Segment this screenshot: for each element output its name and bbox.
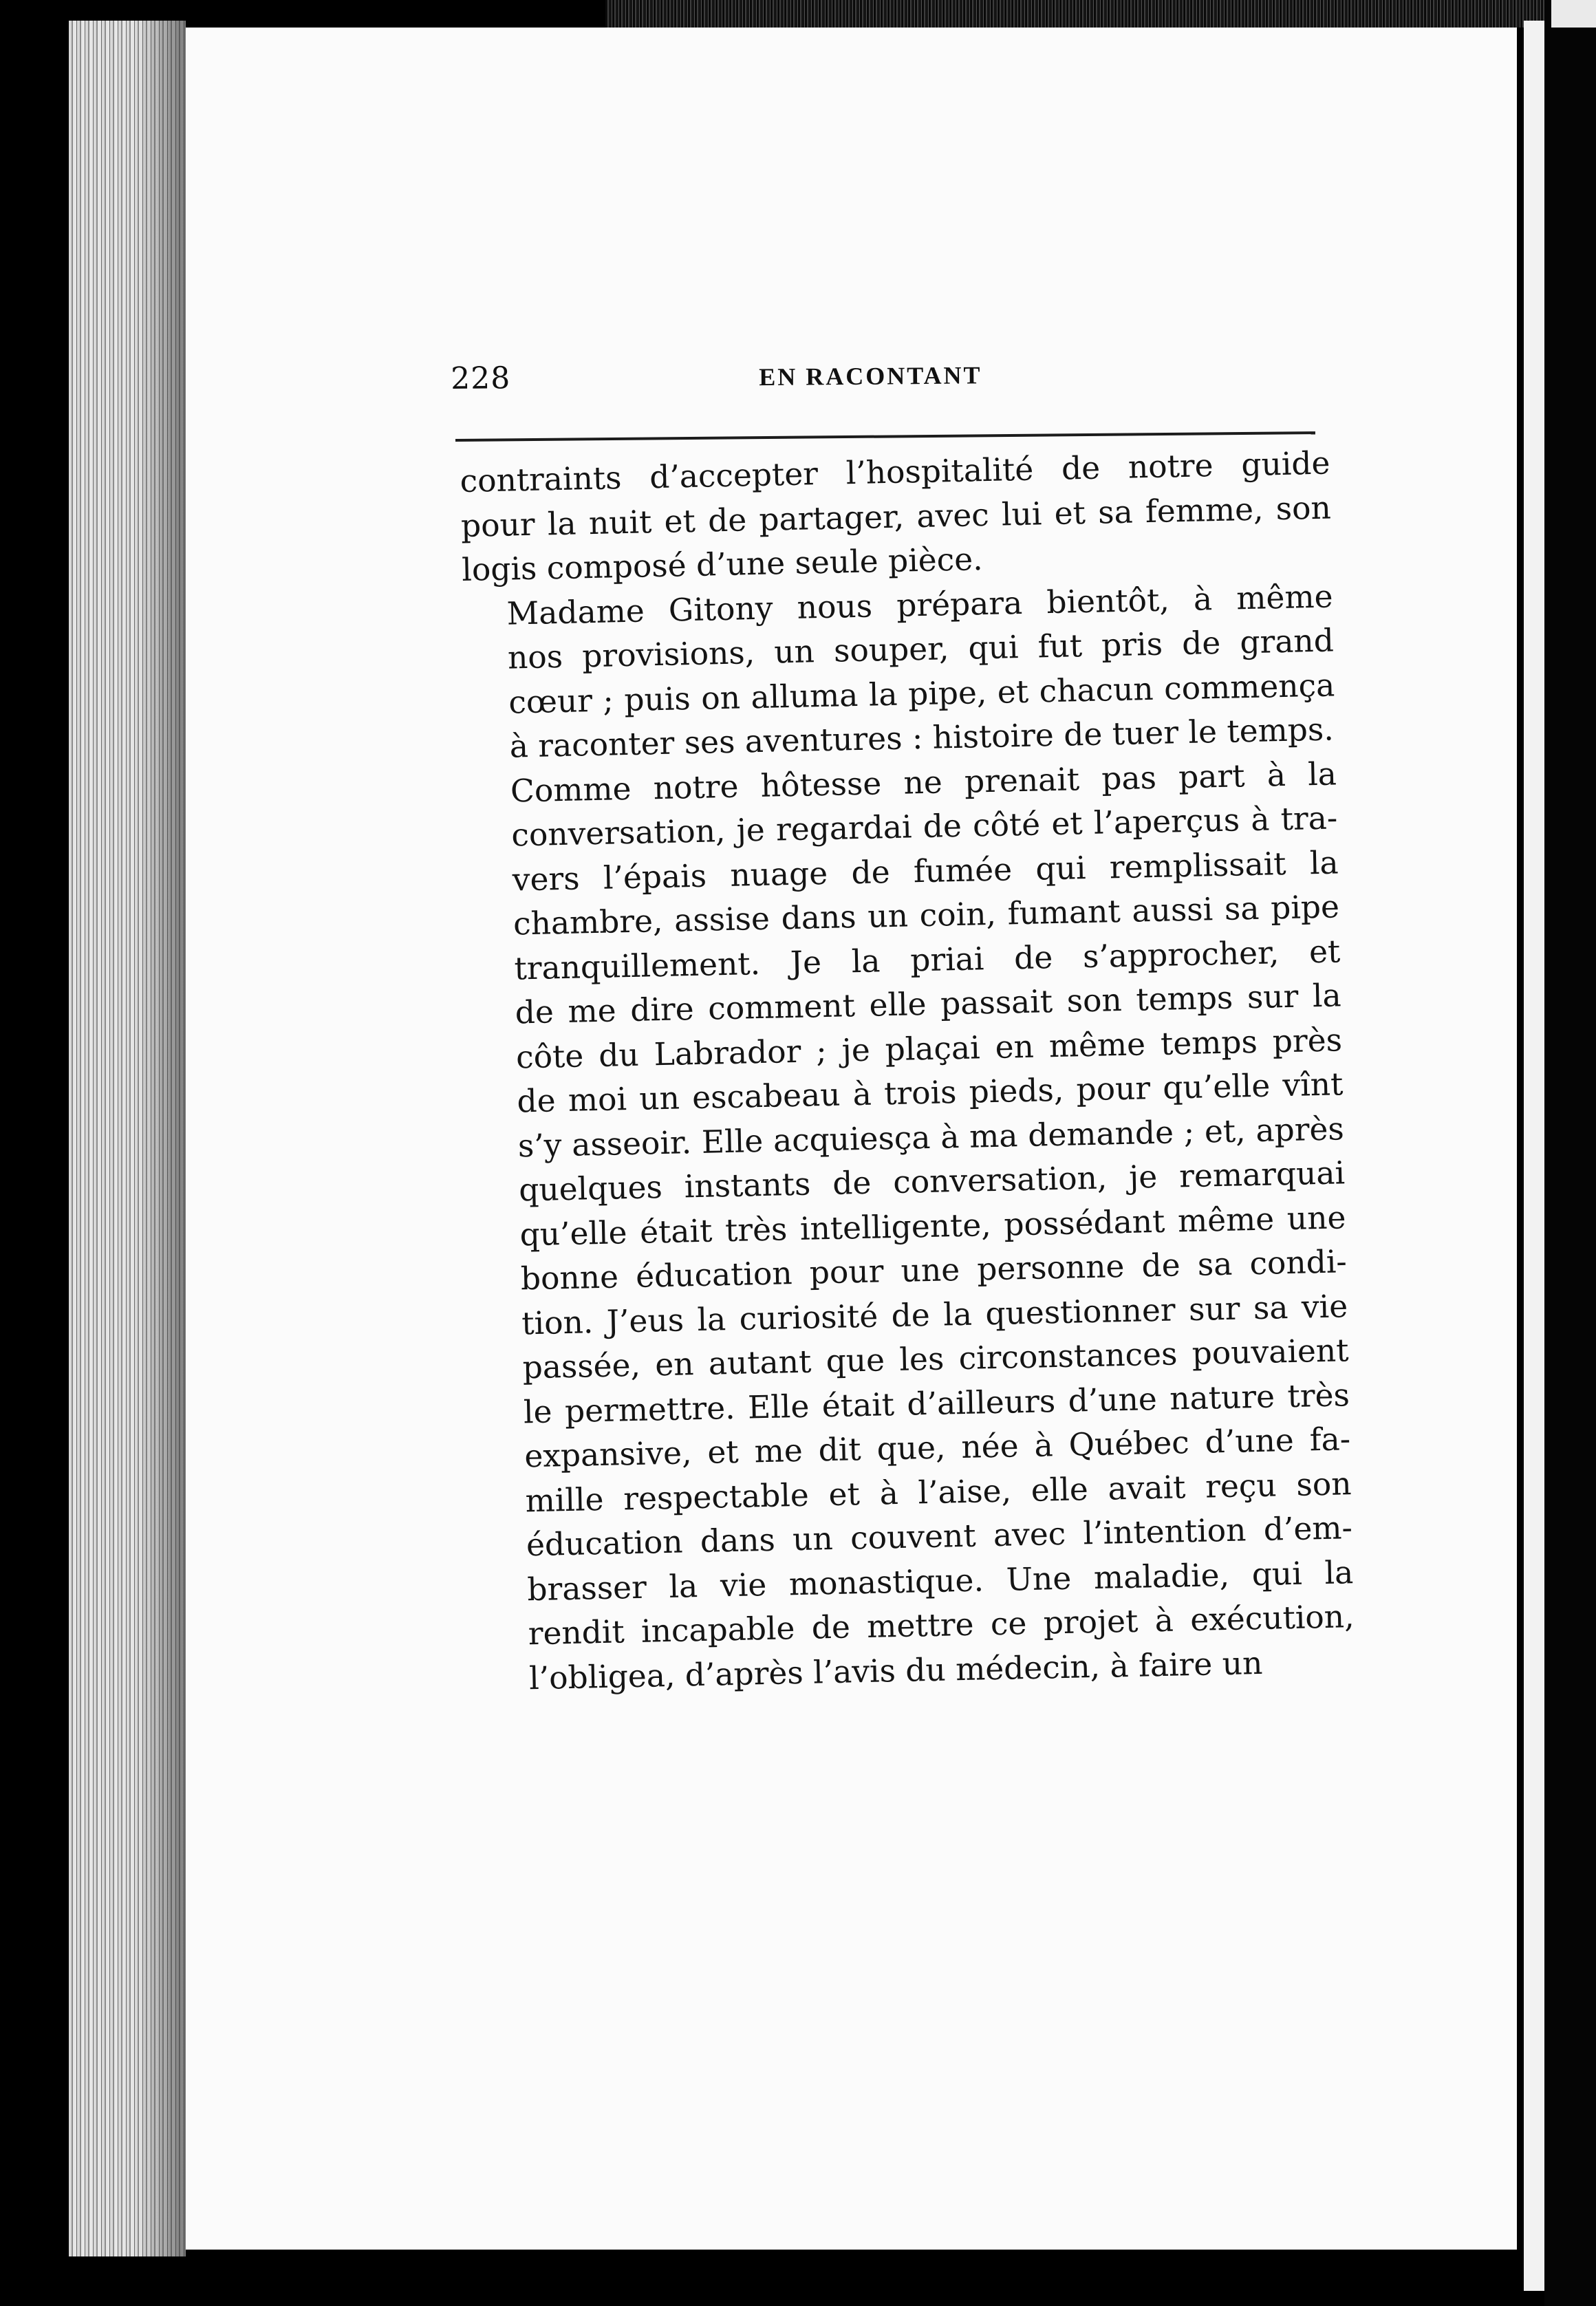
text-line: nos provisions, un souper, qui fut pris de grand: [507, 622, 1335, 676]
running-head: EN RACONTANT: [759, 361, 982, 391]
text-line: Madame Gitony nous prépara bientôt, à même: [506, 577, 1333, 632]
text-line: chambre, assise dans un coin, fumant aussi sa pipe: [513, 888, 1340, 942]
paragraph: [466, 752, 1355, 1702]
body-text: [460, 442, 1356, 1702]
text-line: pour la nuit et de partager, avec lui et sa femme, son: [460, 488, 1332, 544]
text-line: Comme notre hôtesse ne prenait pas part à la: [510, 755, 1337, 810]
page-number: 228: [451, 360, 511, 396]
text-line: cœur ; puis on alluma la pipe, et chacun commença: [508, 666, 1335, 721]
text-line: éducation dans un couvent avec l’intention d’em-: [526, 1509, 1353, 1564]
text-line: contraints d’accepter l’hospitalité de notre guide: [460, 444, 1330, 499]
paragraph: [460, 442, 1333, 593]
text-line: vers l’épais nuage de fumée qui remplissait la: [512, 843, 1339, 898]
text-line: l’obligea, d’après l’avis du médecin, à faire un: [528, 1644, 1263, 1696]
text-line: le permettre. Elle était d’ailleurs d’une nature très: [523, 1376, 1350, 1430]
text-line: tion. J’eus la curiosité de la questionner sur sa vie: [521, 1287, 1348, 1341]
text-line: de me dire comment elle passait son temps sur la: [515, 977, 1342, 1031]
text-line: à raconter ses aventures : histoire de tuer le temps.: [509, 711, 1335, 765]
scan-right-corner: [1551, 0, 1596, 28]
text-line: qu’elle était très intelligente, possédant même une: [519, 1198, 1346, 1253]
book-fore-edge-shadow: [138, 21, 186, 2256]
scan-top-edge: [605, 0, 1596, 28]
text-line: quelques instants de conversation, je remarquai: [518, 1154, 1346, 1209]
text-line: rendit incapable de mettre ce projet à exécution,: [528, 1598, 1355, 1652]
text-line: mille respectable et à l’aise, elle avait reçu son: [525, 1465, 1352, 1519]
text-line: côte du Labrador ; je plaçai en même temps près: [515, 1021, 1343, 1075]
paragraph: [462, 574, 1336, 770]
scan-right-margin: [1544, 0, 1596, 2306]
text-line: conversation, je regardai de côté et l’aperçus à tra-: [510, 799, 1338, 854]
text-line: passée, en autant que les circonstances pouvaient: [522, 1332, 1349, 1386]
text-line: tranquillement. Je la priai de s’approcher, et: [513, 932, 1341, 987]
text-line: de moi un escabeau à trois pieds, pour qu’elle vînt: [517, 1066, 1344, 1120]
text-line: logis composé d’une seule pièce.: [461, 541, 984, 588]
text-line: expansive, et me dit que, née à Québec d’une fa-: [524, 1421, 1351, 1475]
page-header: [451, 354, 1318, 409]
text-line: bonne éducation pour une personne de sa condi-: [520, 1243, 1348, 1297]
text-line: s’y asseoir. Elle acquiesça à ma demande ; et, après: [517, 1110, 1345, 1164]
text-line: brasser la vie monastique. Une maladie, qui la: [526, 1553, 1354, 1608]
facing-page-edge: [1524, 21, 1544, 2291]
